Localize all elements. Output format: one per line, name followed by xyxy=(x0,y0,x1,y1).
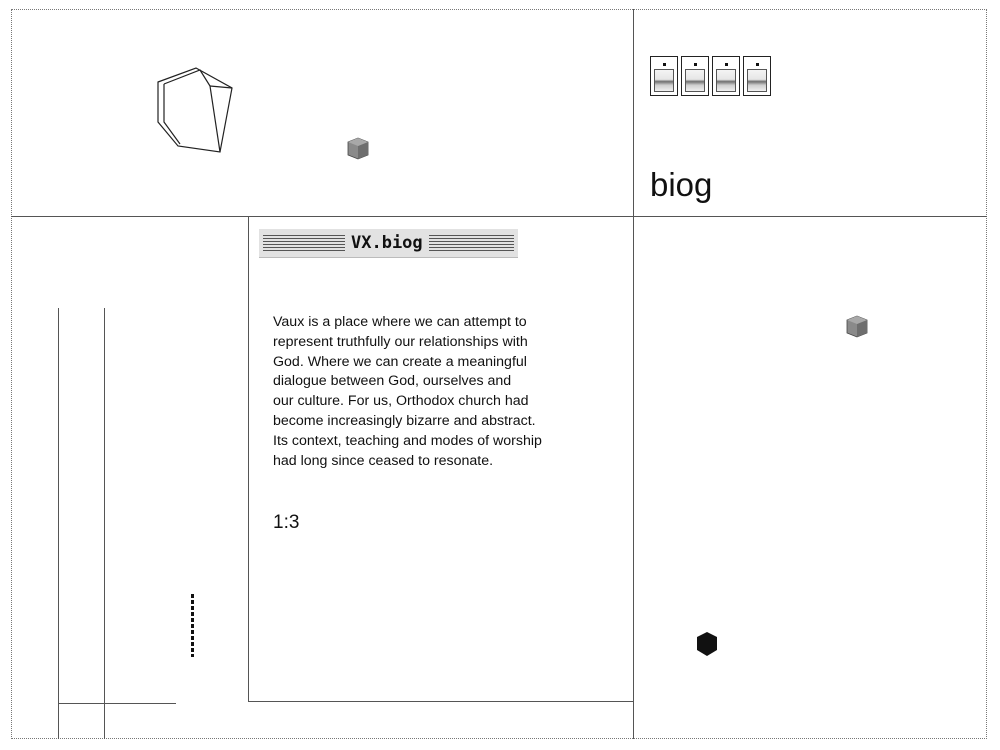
content-left-border xyxy=(248,216,249,701)
body-line: our culture. For us, Orthodox church had xyxy=(273,393,529,410)
grey-cube-icon[interactable] xyxy=(845,315,869,339)
window-title: VX.biog xyxy=(345,232,429,254)
body-line: God. Where we can create a meaningful xyxy=(273,353,527,370)
right-column-divider xyxy=(633,9,634,739)
body-line: represent truthfully our relationships with xyxy=(273,333,528,350)
window-tiles xyxy=(650,56,771,96)
body-line: Vaux is a place where we can attempt to xyxy=(273,314,527,330)
left-rule-2 xyxy=(104,308,105,739)
black-hexagon-icon[interactable] xyxy=(695,631,719,657)
tile-icon[interactable] xyxy=(650,56,678,96)
dotted-marker xyxy=(191,594,194,657)
tile-icon[interactable] xyxy=(681,56,709,96)
grey-cube-icon[interactable] xyxy=(346,137,370,161)
section-label: biog xyxy=(650,166,713,203)
body-line: Its context, teaching and modes of worship xyxy=(273,432,542,449)
window-titlebar[interactable] xyxy=(259,229,518,258)
wireframe-polyhedron-icon[interactable] xyxy=(150,62,240,158)
page-ratio[interactable]: 1:3 xyxy=(273,512,300,533)
body-line: had long since ceased to resonate. xyxy=(273,452,494,469)
top-divider xyxy=(11,216,987,217)
tile-icon[interactable] xyxy=(743,56,771,96)
left-rule-horizontal xyxy=(58,703,176,704)
tile-icon[interactable] xyxy=(712,56,740,96)
body-line: become increasingly bizarre and abstract. xyxy=(273,412,536,429)
left-rule-1 xyxy=(58,308,59,739)
body-line: dialogue between God, ourselves and xyxy=(273,373,512,390)
content-bottom-border xyxy=(248,701,633,702)
body-text xyxy=(273,313,603,471)
